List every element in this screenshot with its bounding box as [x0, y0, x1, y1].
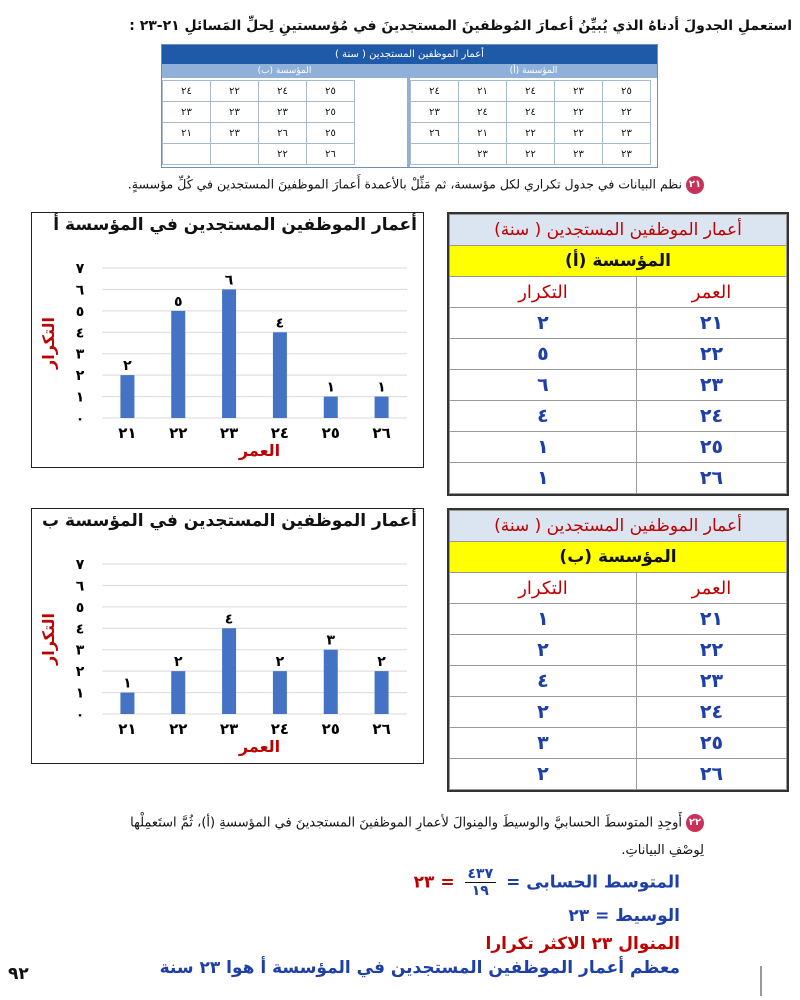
- median-answer: الوسيط = ٢٣: [568, 906, 680, 926]
- age-cell: ٢١: [636, 308, 786, 339]
- bar-value-label: ١: [326, 379, 336, 396]
- x-tick-label: ٢٣: [219, 720, 239, 738]
- frequency-cell: ٣: [450, 728, 637, 759]
- institution-a-label: المؤسسة (أ): [410, 64, 657, 78]
- y-tick-label: ٢: [75, 368, 85, 385]
- source-cell: ٢٦: [411, 123, 459, 144]
- frequency-cell: ٢: [450, 759, 637, 790]
- x-tick-label: ٢٤: [270, 720, 290, 738]
- chart-title: أعمار الموظفين المستجدين في المؤسسة ب: [42, 511, 417, 531]
- y-tick-label: ٠: [75, 707, 85, 723]
- x-tick-label: ٢٣: [219, 424, 239, 442]
- page-number: ٩٢: [8, 964, 29, 984]
- bar: [324, 650, 338, 714]
- source-cell: ٢٣: [459, 144, 507, 165]
- question-22-continued: لِوصْفِ البياناتِ.: [621, 843, 704, 858]
- source-cell: ٢٤: [507, 81, 555, 102]
- y-tick-label: ٧: [75, 261, 85, 277]
- bar-chart-a: [32, 213, 423, 467]
- x-axis-label: العمر: [238, 737, 281, 756]
- source-cell: ٢٣: [555, 81, 603, 102]
- freq-table-title: أعمار الموظفين المستجدين ( سنة): [450, 511, 787, 542]
- x-tick-label: ٢٢: [169, 424, 188, 442]
- bar: [273, 671, 287, 714]
- conclusion-answer: معظم أعمار الموظفين المستجدين في المؤسسة أ هوا ٢٣ سنة: [159, 958, 680, 978]
- source-table-title: أعمار الموظفين المستجدين ( سنة ): [162, 45, 657, 64]
- x-tick-label: ٢٥: [321, 424, 340, 442]
- y-tick-label: ١: [75, 685, 85, 702]
- bar-value-label: ٤: [275, 315, 285, 332]
- source-cell: ٢٣: [603, 123, 651, 144]
- instruction-text: استعملِ الجدولَ أدناهُ الذي يُبيِّنُ أعمارَ المُوظفينَ المستجدينَ في مُؤسستينِ لِحلِّ المَسائلِ ٢١-٢٣ :: [129, 18, 792, 34]
- chart-title: أعمار الموظفين المستجدين في المؤسسة أ: [53, 215, 417, 235]
- freq-row: [450, 759, 787, 790]
- bar-value-label: ٢: [123, 358, 132, 375]
- fraction-denominator: ١٩: [471, 883, 489, 899]
- bar-value-label: ٢: [173, 654, 183, 671]
- freq-row: [450, 728, 787, 759]
- frequency-cell: ١: [450, 463, 637, 494]
- freq-row: [450, 666, 787, 697]
- x-tick-label: ٢٤: [270, 424, 290, 442]
- x-tick-label: ٢١: [118, 424, 137, 442]
- freq-row: [450, 635, 787, 666]
- age-cell: ٢٥: [636, 728, 786, 759]
- source-cell: ٢٢: [555, 123, 603, 144]
- source-cell: ٢١: [459, 123, 507, 144]
- x-tick-label: ٢٥: [321, 720, 340, 738]
- source-cell: ٢٣: [603, 144, 651, 165]
- bar: [273, 332, 287, 418]
- question-21: [104, 176, 704, 194]
- age-cell: ٢٢: [636, 339, 786, 370]
- col-age: العمر: [636, 277, 786, 308]
- source-cell: ٢١: [459, 81, 507, 102]
- question-text: نظم البيانات في جدول تكراري لكل مؤسسة، ثم مَثِّلْ بالأعمدة أَعمارَ الموظفينَ المستجدين في كُلِّ مؤسسةٍ.: [127, 176, 682, 192]
- x-tick-label: ٢٢: [169, 720, 188, 738]
- source-cell: ٢٣: [163, 102, 211, 123]
- frequency-cell: ٢: [450, 635, 637, 666]
- age-cell: ٢٤: [636, 697, 786, 728]
- source-cell: ٢٢: [555, 102, 603, 123]
- frequency-cell: ٢: [450, 308, 637, 339]
- age-cell: ٢٥: [636, 432, 786, 463]
- source-cell: ٢٤: [259, 81, 307, 102]
- bar-value-label: ٦: [224, 272, 234, 289]
- bar-value-label: ١: [123, 675, 132, 692]
- frequency-cell: ٦: [450, 370, 637, 401]
- frequency-cell: ١: [450, 604, 637, 635]
- y-tick-label: ٣: [75, 642, 85, 659]
- freq-row: [450, 463, 787, 494]
- bar-value-label: ٢: [275, 654, 285, 671]
- freq-table-title: أعمار الموظفين المستجدين ( سنة): [450, 215, 787, 246]
- col-frequency: التكرار: [450, 277, 637, 308]
- mean-result: = ٢٣: [413, 872, 455, 893]
- bar-value-label: ٢: [377, 654, 386, 671]
- source-cell: ٢٤: [459, 102, 507, 123]
- institution-a-data: [410, 80, 651, 165]
- question-text: أَوجِدِ المتوسطَ الحسابيَّ والوسيطَ والمِنوالَ لأعمارِ الموظفينَ المستجدينَ في المؤسسةِ (أ)، ثُمَّ استَعمِلْها: [130, 815, 682, 831]
- source-cell: ٢٣: [211, 123, 259, 144]
- source-cell: ٢٢: [211, 81, 259, 102]
- y-tick-label: ٥: [75, 599, 85, 616]
- bar: [375, 397, 389, 418]
- bar: [222, 628, 236, 714]
- fraction-numerator: ٤٣٧: [465, 866, 497, 883]
- source-row: [411, 102, 651, 123]
- bar-value-label: ١: [377, 379, 386, 396]
- age-cell: ٢٢: [636, 635, 786, 666]
- col-frequency: التكرار: [450, 573, 637, 604]
- mode-answer: المنوال ٢٣ الاكثر تكرارا: [485, 934, 680, 954]
- age-cell: ٢٣: [636, 370, 786, 401]
- source-cell: ٢٢: [259, 144, 307, 165]
- age-cell: ٢٦: [636, 463, 786, 494]
- source-cell: [211, 144, 259, 165]
- institution-b-data: [162, 80, 355, 165]
- institution-b-label: المؤسسة (ب): [162, 64, 407, 78]
- mean-fraction: [465, 866, 497, 899]
- y-tick-label: ٣: [75, 346, 85, 363]
- y-tick-label: ٢: [75, 664, 85, 681]
- source-cell: ٢٢: [507, 123, 555, 144]
- freq-row: [450, 432, 787, 463]
- source-cell: ٢١: [163, 123, 211, 144]
- source-cell: ٢٣: [555, 144, 603, 165]
- frequency-cell: ٤: [450, 401, 637, 432]
- frequency-table-a: [447, 212, 789, 496]
- age-cell: ٢٣: [636, 666, 786, 697]
- source-row: [411, 123, 651, 144]
- frequency-table-b: [447, 508, 789, 792]
- chart-institution-a: [31, 212, 424, 468]
- freq-row: [450, 401, 787, 432]
- source-cell: ٢٦: [307, 144, 355, 165]
- bar-value-label: ٣: [326, 632, 336, 649]
- y-tick-label: ٧: [75, 557, 85, 573]
- freq-table-institution: المؤسسة (أ): [450, 246, 787, 277]
- freq-row: [450, 697, 787, 728]
- source-row: [411, 81, 651, 102]
- source-cell: [163, 144, 211, 165]
- frequency-cell: ٥: [450, 339, 637, 370]
- freq-table-institution: المؤسسة (ب): [450, 542, 787, 573]
- source-cell: ٢٤: [163, 81, 211, 102]
- source-row: [411, 144, 651, 165]
- question-number: ٢١: [686, 176, 704, 194]
- col-age: العمر: [636, 573, 786, 604]
- age-cell: ٢١: [636, 604, 786, 635]
- mean-label: المتوسط الحسابى =: [506, 872, 680, 893]
- source-cell: [411, 144, 459, 165]
- source-cell: ٢٤: [411, 81, 459, 102]
- frequency-cell: ١: [450, 432, 637, 463]
- source-row: [163, 144, 355, 165]
- frequency-cell: ٢: [450, 697, 637, 728]
- x-tick-label: ٢٦: [372, 720, 391, 738]
- y-axis-label: التكرار: [39, 317, 58, 369]
- source-cell: ٢٥: [307, 123, 355, 144]
- y-tick-label: ٦: [75, 578, 85, 595]
- y-tick-label: ١: [75, 389, 85, 406]
- bar-value-label: ٤: [224, 611, 234, 628]
- chart-institution-b: [31, 508, 424, 764]
- source-cell: ٢٣: [259, 102, 307, 123]
- age-cell: ٢٤: [636, 401, 786, 432]
- source-cell: ٢٥: [603, 81, 651, 102]
- source-cell: ٢٥: [307, 81, 355, 102]
- bar-chart-b: [32, 509, 423, 763]
- freq-row: [450, 339, 787, 370]
- source-row: [163, 81, 355, 102]
- y-axis-label: التكرار: [39, 613, 58, 665]
- bar: [324, 397, 338, 418]
- bar: [375, 671, 389, 714]
- x-axis-label: العمر: [238, 441, 281, 460]
- y-tick-label: ٦: [75, 282, 85, 299]
- source-row: [163, 102, 355, 123]
- source-cell: ٢٣: [411, 102, 459, 123]
- freq-row: [450, 604, 787, 635]
- source-cell: ٢٢: [603, 102, 651, 123]
- x-tick-label: ٢١: [118, 720, 137, 738]
- source-data-table: [161, 44, 658, 168]
- source-cell: ٢٤: [507, 102, 555, 123]
- age-cell: ٢٦: [636, 759, 786, 790]
- y-tick-label: ٥: [75, 303, 85, 320]
- source-cell: ٢٦: [259, 123, 307, 144]
- source-cell: ٢٣: [211, 102, 259, 123]
- bar-value-label: ٥: [173, 293, 183, 310]
- y-tick-label: ٤: [75, 621, 85, 638]
- source-cell: ٢٥: [307, 102, 355, 123]
- frequency-cell: ٤: [450, 666, 637, 697]
- bar: [171, 671, 185, 714]
- source-cell: ٢٢: [507, 144, 555, 165]
- freq-row: [450, 370, 787, 401]
- y-tick-label: ٠: [75, 411, 85, 427]
- bar: [120, 693, 134, 714]
- bar: [171, 311, 185, 418]
- question-number: ٢٢: [686, 814, 704, 832]
- x-tick-label: ٢٦: [372, 424, 391, 442]
- bar: [120, 375, 134, 418]
- margin-rule: [760, 966, 762, 996]
- question-22: [104, 814, 704, 832]
- freq-row: [450, 308, 787, 339]
- source-row: [163, 123, 355, 144]
- y-tick-label: ٤: [75, 325, 85, 342]
- mean-answer: [414, 866, 680, 899]
- bar: [222, 289, 236, 418]
